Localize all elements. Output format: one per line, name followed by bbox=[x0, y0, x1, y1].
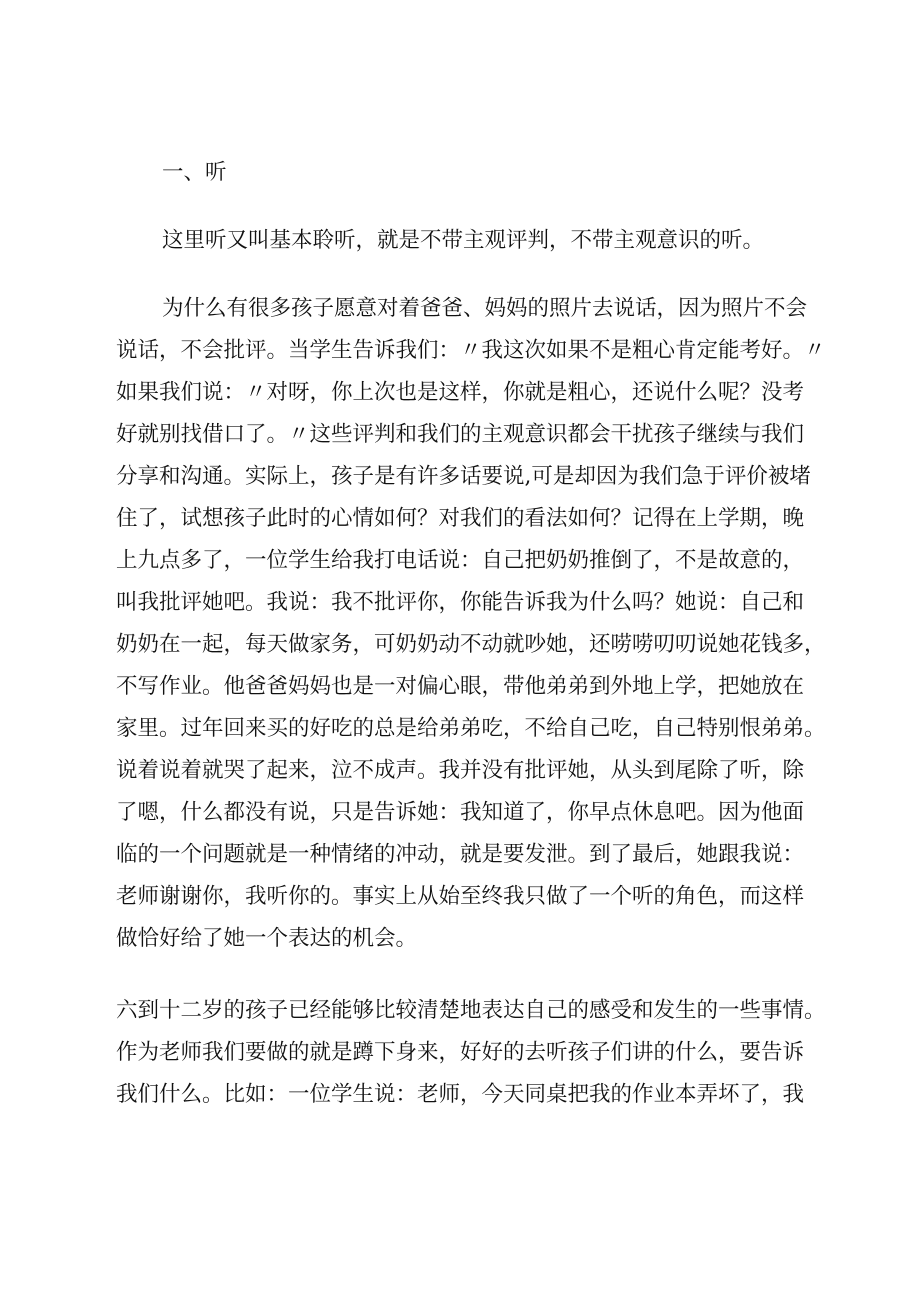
paragraph-3-line-1: 六到十二岁的孩子已经能够比较清楚地表达自己的感受和发生的一些事情。 bbox=[116, 998, 826, 1023]
paragraph-2-line-16: 做恰好给了她一个表达的机会。 bbox=[116, 926, 418, 951]
paragraph-2-line-8: 叫我批评她吧。我说：我不批评你，你能告诉我为什么吗？她说：自己和 bbox=[116, 590, 805, 615]
paragraph-3-line-2: 作为老师我们要做的就是蹲下身来，好好的去听孩子们讲的什么，要告诉 bbox=[116, 1040, 805, 1065]
paragraph-2-line-7: 上九点多了，一位学生给我打电话说：自己把奶奶推倒了，不是故意的， bbox=[116, 548, 805, 573]
paragraph-2-line-13: 了嗯，什么都没有说，只是告诉她：我知道了，你早点休息吧。因为他面 bbox=[116, 800, 805, 825]
paragraph-2-line-15: 老师谢谢你，我听你的。事实上从始至终我只做了一个听的角色，而这样 bbox=[116, 884, 805, 909]
paragraph-2-line-11: 家里。过年回来买的好吃的总是给弟弟吃，不给自己吃，自己特别恨弟弟。 bbox=[116, 716, 826, 741]
paragraph-2-line-12: 说着说着就哭了起来，泣不成声。我并没有批评她，从头到尾除了听，除 bbox=[116, 758, 805, 783]
paragraph-1-line-1: 这里听又叫基本聆听，就是不带主观评判，不带主观意识的听。 bbox=[162, 228, 765, 253]
paragraph-2-line-10: 不写作业。他爸爸妈妈也是一对偏心眼，带他弟弟到外地上学，把她放在 bbox=[116, 674, 805, 699]
paragraph-2-line-2: 说话，不会批评。当学生告诉我们：〃我这次如果不是粗心肯定能考好。〃 bbox=[116, 338, 826, 363]
paragraph-2-line-3: 如果我们说：〃对呀，你上次也是这样，你就是粗心，还说什么呢？没考 bbox=[116, 380, 805, 405]
paragraph-2-line-5: 分享和沟通。实际上，孩子是有许多话要说,可是却因为我们急于评价被堵 bbox=[116, 464, 811, 489]
paragraph-2-line-4: 好就别找借口了。〃这些评判和我们的主观意识都会干扰孩子继续与我们 bbox=[116, 422, 805, 447]
paragraph-2-line-14: 临的一个问题就是一种情绪的冲动，就是要发泄。到了最后，她跟我说： bbox=[116, 842, 805, 867]
section-heading: 一、听 bbox=[162, 160, 227, 185]
paragraph-2-line-1: 为什么有很多孩子愿意对着爸爸、妈妈的照片去说话，因为照片不会 bbox=[162, 296, 808, 321]
paragraph-3-line-3: 我们什么。比如：一位学生说：老师，今天同桌把我的作业本弄坏了，我 bbox=[116, 1082, 805, 1107]
paragraph-2-line-9: 奶奶在一起，每天做家务，可奶奶动不动就吵她，还唠唠叨叨说她花钱多， bbox=[116, 632, 826, 657]
paragraph-2-line-6: 住了，试想孩子此时的心情如何？对我们的看法如何？记得在上学期，晚 bbox=[116, 506, 805, 531]
